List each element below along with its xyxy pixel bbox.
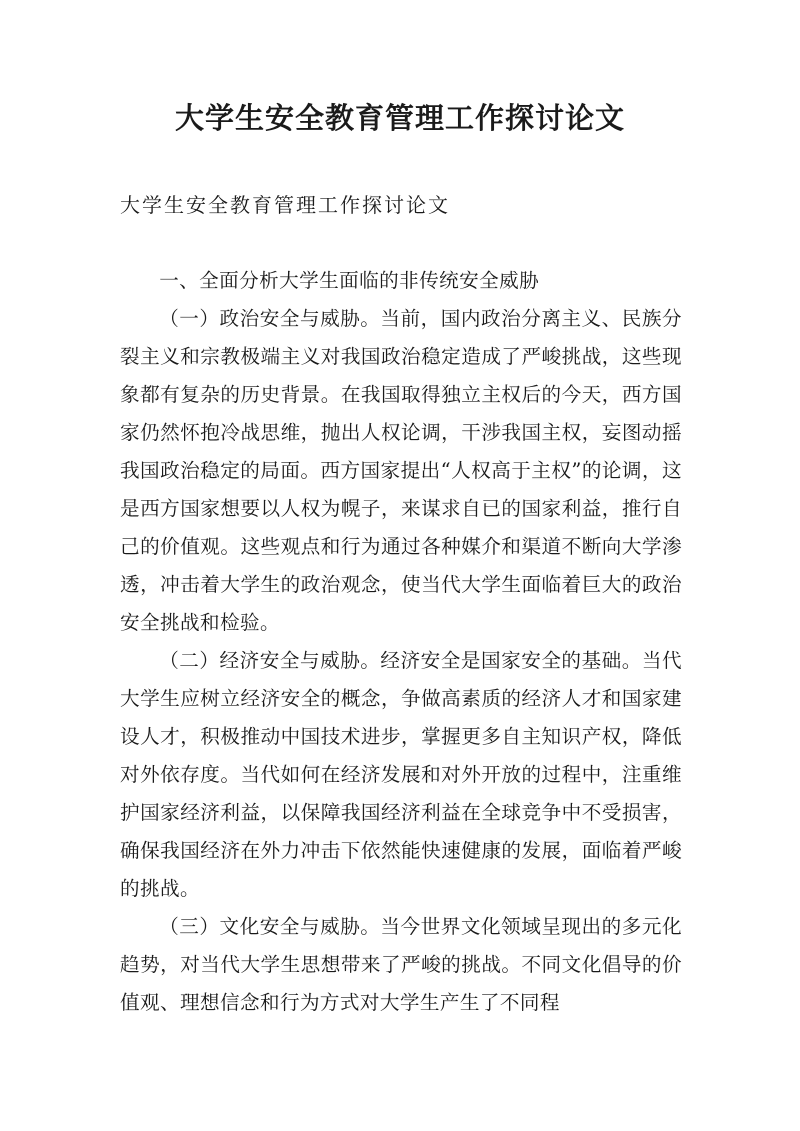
- document-body: [120, 262, 682, 1022]
- document-title: 大学生安全教育管理工作探讨论文: [174, 101, 625, 135]
- section-heading: 一、全面分析大学生面临的非传统安全威胁: [159, 269, 540, 292]
- document-subtitle: 大学生安全教育管理工作探讨论文: [120, 193, 450, 217]
- paragraph-political-security: （一）政治安全与威胁。当前，国内政治分离主义、民族分裂主义和宗教极端主义对我国政治稳定造成了严峻挑战，这些现象都有复杂的历史背景。在我国取得独立主权后的今天，西方国家仍然怀抱冷战思维，抛出人权论调，干涉我国主权，妄图动摇我国政治稳定的局面。西方国家提出“人权高于主权”的论调，这是西方国家想要以人权为幌子，来谋求自已的国家利益，推行自己的价值观。这些观点和行为通过各种媒介和渠道不断向大学渗透，冲击着大学生的政治观念，使当代大学生面临着巨大的政治安全挑战和检验。: [120, 307, 682, 634]
- paragraph-cultural-security: （三）文化安全与威胁。当今世界文化领域呈现出的多元化趋势，对当代大学生思想带来了严峻的挑战。不同文化倡导的价值观、理想信念和行为方式对大学生产生了不同程: [120, 915, 682, 1014]
- paragraph-economic-security: （二）经济安全与威胁。经济安全是国家安全的基础。当代大学生应树立经济安全的概念，争做高素质的经济人才和国家建设人才，积极推动中国技术进步，掌握更多自主知识产权，降低对外依存度。当代如何在经济发展和对外开放的过程中，注重维护国家经济利益，以保障我国经济利益在全球竞争中不受损害，确保我国经济在外力冲击下依然能快速健康的发展，面临着严峻的挑战。: [120, 649, 682, 900]
